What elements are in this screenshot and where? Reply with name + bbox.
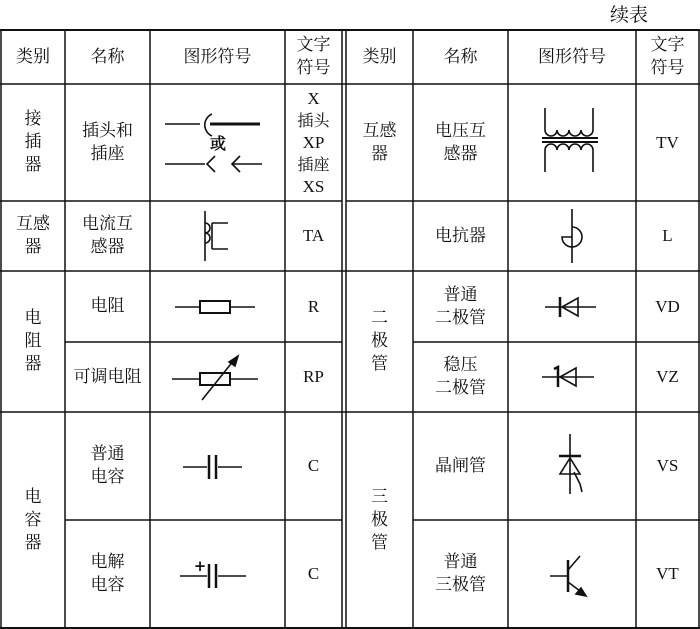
- category-line: 互感: [16, 214, 50, 234]
- transistor-symbol: [508, 520, 636, 628]
- code-capacitor: C: [307, 456, 320, 475]
- category-char: 电: [24, 486, 42, 507]
- category-char: 极: [371, 331, 388, 351]
- name-line: 二极管: [435, 307, 486, 328]
- header-code-line1: 文字: [296, 35, 331, 55]
- code-line: XP: [302, 132, 325, 152]
- code-voltage-transformer: TV: [656, 132, 679, 152]
- category-line: 器: [371, 143, 388, 164]
- category-char: 管: [371, 354, 388, 374]
- category-char: 器: [24, 532, 42, 553]
- category-char: 器: [24, 354, 42, 374]
- name-line: 电流互: [82, 214, 133, 234]
- category-char: 插: [24, 132, 42, 152]
- name-line: 三极管: [435, 575, 486, 595]
- category-char: 器: [24, 155, 42, 175]
- resistor-symbol: [150, 271, 285, 342]
- category-char: 容: [24, 509, 42, 530]
- name-line: 电容: [90, 575, 125, 595]
- name-thyristor: 晶闸管: [435, 455, 486, 476]
- category-char: 二: [371, 308, 388, 328]
- name-line: 插座: [90, 143, 125, 164]
- category-plug: [1, 84, 65, 201]
- header-name-right: 名称: [443, 46, 478, 67]
- name-line: 二极管: [435, 378, 486, 398]
- name-line: 普通: [90, 444, 125, 464]
- category-char: 阻: [24, 331, 42, 351]
- category-current-transformer: [1, 201, 65, 271]
- reactor-symbol: [508, 201, 636, 271]
- category-char: 极: [371, 509, 388, 530]
- category-capacitor: [1, 412, 65, 628]
- code-line: X: [307, 88, 320, 108]
- current-transformer-symbol: [150, 201, 285, 271]
- voltage-transformer-symbol: [508, 84, 636, 201]
- header-code-right: [636, 30, 699, 84]
- thyristor-symbol: [508, 412, 636, 520]
- category-char: 管: [371, 532, 388, 553]
- header-code-line2: 符号: [650, 58, 685, 78]
- name-line: 电容: [90, 467, 125, 487]
- code-electrolytic-capacitor: C: [307, 564, 320, 583]
- code-resistor: R: [307, 296, 320, 316]
- header-symbol-left: 图形符号: [183, 46, 252, 67]
- potentiometer-symbol: [150, 342, 285, 412]
- header-code-left: [285, 30, 342, 84]
- name-voltage-transformer: [413, 84, 508, 201]
- category-diode: [346, 271, 413, 412]
- name-zener-diode: [413, 342, 508, 412]
- code-transistor: VT: [656, 564, 679, 583]
- name-line: 稳压: [443, 355, 478, 375]
- category-triode: [346, 412, 413, 628]
- code-plug: [285, 84, 342, 201]
- name-plug-socket: [65, 84, 150, 201]
- code-potentiometer: RP: [303, 367, 324, 386]
- code-current-transformer: TA: [302, 226, 325, 245]
- name-line: 感器: [443, 143, 478, 164]
- category-voltage-transformer: [346, 84, 413, 201]
- code-line: 插座: [297, 154, 330, 174]
- header-category-right: 类别: [362, 46, 397, 67]
- header-symbol-right: 图形符号: [538, 46, 606, 67]
- plug-or-label: 或: [209, 133, 226, 153]
- name-resistor: 电阻: [90, 296, 125, 316]
- name-line: 电解: [90, 552, 125, 572]
- name-line: 插头和: [82, 120, 133, 141]
- category-resistor: [1, 271, 65, 412]
- code-reactor: L: [662, 226, 673, 245]
- diode-symbol: [508, 271, 636, 342]
- header-code-line1: 文字: [650, 35, 685, 55]
- name-capacitor: [65, 412, 150, 520]
- category-line: 互感: [362, 120, 397, 141]
- code-line: XS: [302, 176, 325, 196]
- table-caption: 续表: [609, 4, 648, 26]
- electrolytic-capacitor-symbol: [150, 520, 285, 628]
- code-thyristor: VS: [656, 456, 679, 475]
- plus-sign-label: +: [193, 556, 207, 575]
- code-line: 插头: [297, 110, 330, 130]
- name-diode: [413, 271, 508, 342]
- name-current-transformer: [65, 201, 150, 271]
- capacitor-symbol: [150, 412, 285, 520]
- category-char: 三: [371, 486, 388, 507]
- header-category-left: 类别: [16, 46, 50, 67]
- name-potentiometer: 可调电阻: [73, 366, 142, 387]
- name-reactor: 电抗器: [435, 225, 486, 246]
- code-diode: VD: [655, 296, 680, 316]
- category-char: 电: [24, 308, 42, 328]
- name-line: 普通: [443, 284, 478, 305]
- code-zener-diode: VZ: [656, 367, 679, 386]
- header-code-line2: 符号: [296, 58, 331, 78]
- name-transistor: [413, 520, 508, 628]
- category-line: 器: [24, 237, 42, 257]
- header-name-left: 名称: [90, 46, 125, 67]
- name-line: 普通: [443, 552, 478, 572]
- name-electrolytic-capacitor: [65, 520, 150, 628]
- name-line: 感器: [90, 237, 125, 257]
- zener-diode-symbol: [508, 342, 636, 412]
- name-line: 电压互: [435, 120, 486, 141]
- category-char: 接: [24, 109, 42, 129]
